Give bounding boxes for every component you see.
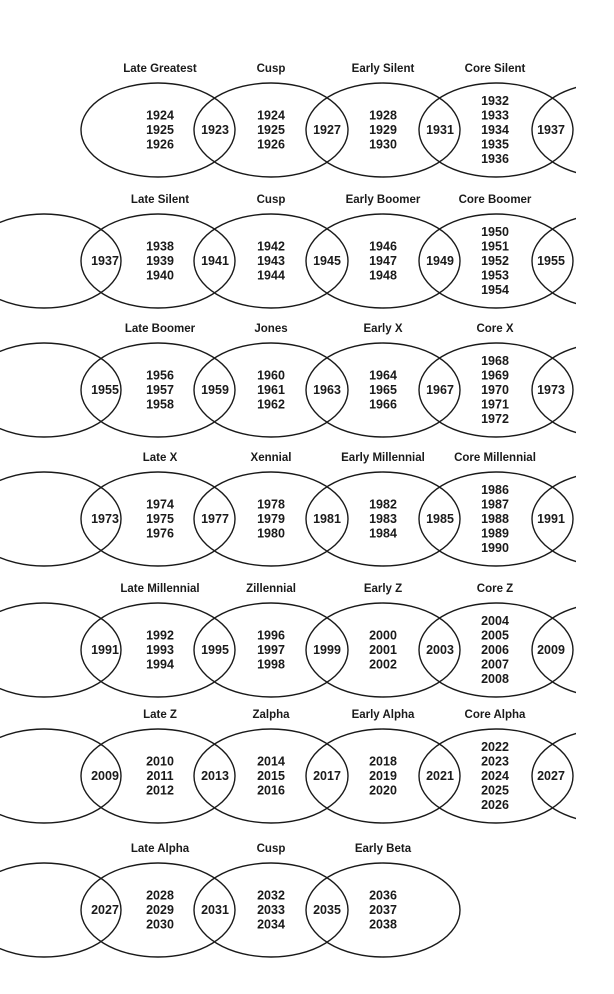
birth-year: 1978 xyxy=(257,497,285,512)
birth-year: 1982 xyxy=(369,497,397,512)
generation-title: Zalpha xyxy=(252,709,290,721)
generation-title: Late X xyxy=(142,452,178,464)
cusp-boundary-year: 1959 xyxy=(201,383,229,397)
birth-year: 1992 xyxy=(146,628,174,643)
birth-year: 2034 xyxy=(257,917,285,932)
cusp-boundary-year: 1967 xyxy=(426,383,454,397)
birth-year: 1960 xyxy=(257,368,285,383)
cusp-boundary-year: 1977 xyxy=(201,512,229,526)
birth-year: 1962 xyxy=(257,397,285,412)
birth-year: 1944 xyxy=(257,268,285,283)
birth-year: 1947 xyxy=(369,254,397,268)
cusp-boundary-year: 1985 xyxy=(426,512,454,526)
birth-year: 2014 xyxy=(257,754,285,769)
cusp-boundary-year: 1963 xyxy=(313,383,341,397)
birth-year: 1953 xyxy=(481,268,509,283)
birth-year: 2010 xyxy=(146,754,174,769)
birth-year: 2018 xyxy=(369,754,397,769)
generation-title: Late Silent xyxy=(130,194,190,206)
birth-year: 1925 xyxy=(257,123,285,137)
birth-year: 1924 xyxy=(146,108,174,123)
birth-year: 1994 xyxy=(146,657,174,672)
birth-year: 1948 xyxy=(369,268,397,283)
generation-title: Cusp xyxy=(256,194,286,206)
cusp-boundary-year: 2035 xyxy=(313,903,341,917)
birth-year: 2038 xyxy=(369,917,397,932)
cusp-boundary-year: 1945 xyxy=(313,254,341,268)
generation-title: Late Z xyxy=(143,709,177,721)
birth-year: 2033 xyxy=(257,903,285,917)
cusp-boundary-year: 1973 xyxy=(537,383,565,397)
birth-year: 1958 xyxy=(146,397,174,412)
cusp-boundary-year: 1949 xyxy=(426,254,454,268)
birth-year: 1987 xyxy=(481,497,509,512)
cusp-boundary-year: 2017 xyxy=(313,769,341,783)
cusp-boundary-year: 1955 xyxy=(537,254,565,268)
birth-year: 2001 xyxy=(369,643,397,657)
generation-title: Early Millennial xyxy=(341,452,425,464)
birth-year: 1976 xyxy=(146,526,174,541)
birth-year: 1966 xyxy=(369,397,397,412)
birth-year: 1954 xyxy=(481,283,509,297)
birth-year: 2019 xyxy=(369,769,397,783)
birth-year: 2016 xyxy=(257,783,285,798)
birth-year: 1956 xyxy=(146,368,174,383)
generation-title: Early Boomer xyxy=(345,194,421,206)
cusp-boundary-year: 2009 xyxy=(91,769,119,783)
birth-year: 1961 xyxy=(257,383,285,397)
generation-title: Zillennial xyxy=(246,583,296,595)
birth-year: 2011 xyxy=(146,769,174,783)
birth-year: 1970 xyxy=(481,383,509,397)
birth-year: 1950 xyxy=(481,225,509,239)
cusp-boundary-year: 1999 xyxy=(313,643,341,657)
birth-year: 1974 xyxy=(146,497,174,512)
birth-year: 1933 xyxy=(481,108,509,123)
birth-year: 1930 xyxy=(369,137,397,152)
birth-year: 2020 xyxy=(369,783,397,798)
generation-title: Late Alpha xyxy=(130,843,190,855)
cusp-boundary-year: 1923 xyxy=(201,123,229,137)
birth-year: 2005 xyxy=(481,628,509,643)
generation-title: Jones xyxy=(254,323,288,335)
generation-title: Core Alpha xyxy=(464,709,526,721)
birth-year: 1935 xyxy=(481,137,509,152)
cusp-boundary-year: 1937 xyxy=(91,254,119,268)
birth-year: 1997 xyxy=(257,643,285,657)
label-layer xyxy=(91,63,565,932)
cusp-boundary-year: 1991 xyxy=(91,643,119,657)
generation-title: Core Z xyxy=(476,583,514,595)
birth-year: 2024 xyxy=(481,769,509,783)
birth-year: 1965 xyxy=(369,383,397,397)
birth-year: 1980 xyxy=(257,526,285,541)
cusp-boundary-year: 1955 xyxy=(91,383,119,397)
birth-year: 2002 xyxy=(369,657,397,672)
birth-year: 1926 xyxy=(146,137,174,152)
birth-year: 1926 xyxy=(257,137,285,152)
birth-year: 1929 xyxy=(369,123,397,137)
birth-year: 1996 xyxy=(257,628,285,643)
birth-year: 2022 xyxy=(481,740,509,754)
birth-year: 1979 xyxy=(257,512,285,526)
birth-year: 2023 xyxy=(481,754,509,769)
cusp-boundary-year: 1937 xyxy=(537,123,565,137)
birth-year: 2006 xyxy=(481,643,509,657)
birth-year: 1983 xyxy=(369,512,397,526)
birth-year: 1934 xyxy=(481,123,509,137)
birth-year: 2004 xyxy=(481,614,509,628)
birth-year: 1938 xyxy=(146,239,174,254)
cusp-boundary-year: 1927 xyxy=(313,123,341,137)
generation-title: Core Millennial xyxy=(454,452,536,464)
generation-title: Core Silent xyxy=(464,63,526,75)
birth-year: 1998 xyxy=(257,657,285,672)
birth-year: 1936 xyxy=(481,152,509,166)
generation-title: Early X xyxy=(363,323,403,335)
birth-year: 2030 xyxy=(146,917,174,932)
birth-year: 1942 xyxy=(257,239,285,254)
birth-year: 2032 xyxy=(257,888,285,903)
birth-year: 1971 xyxy=(481,397,509,412)
birth-year: 1946 xyxy=(369,239,397,254)
birth-year: 1939 xyxy=(146,254,174,268)
generation-title: Late Greatest xyxy=(123,63,197,75)
cusp-boundary-year: 2003 xyxy=(426,643,454,657)
birth-year: 2029 xyxy=(146,903,174,917)
generation-title: Early Z xyxy=(363,583,403,595)
generation-title: Early Beta xyxy=(354,843,412,855)
generation-title: Cusp xyxy=(256,63,286,75)
birth-year: 2015 xyxy=(257,769,285,783)
birth-year: 1928 xyxy=(369,108,397,123)
birth-year: 1940 xyxy=(146,268,174,283)
birth-year: 1989 xyxy=(481,526,509,541)
cusp-boundary-year: 1931 xyxy=(426,123,454,137)
cusp-boundary-year: 2027 xyxy=(91,903,119,917)
birth-year: 1984 xyxy=(369,526,397,541)
birth-year: 1969 xyxy=(481,368,509,383)
birth-year: 2012 xyxy=(146,783,174,798)
birth-year: 1943 xyxy=(257,254,285,268)
cusp-boundary-year: 1981 xyxy=(313,512,341,526)
birth-year: 1993 xyxy=(146,643,174,657)
birth-year: 1957 xyxy=(146,383,174,397)
birth-year: 1951 xyxy=(481,239,509,254)
generation-title: Late Boomer xyxy=(124,323,196,335)
generation-title: Late Millennial xyxy=(120,583,200,595)
birth-year: 1990 xyxy=(481,541,509,555)
birth-year: 1952 xyxy=(481,254,509,268)
cusp-boundary-year: 2031 xyxy=(201,903,229,917)
birth-year: 1988 xyxy=(481,512,509,526)
birth-year: 1968 xyxy=(481,354,509,368)
birth-year: 2000 xyxy=(369,628,397,643)
birth-year: 1924 xyxy=(257,108,285,123)
cusp-boundary-year: 2027 xyxy=(537,769,565,783)
birth-year: 1964 xyxy=(369,368,397,383)
generation-title: Cusp xyxy=(256,843,286,855)
generation-title: Core X xyxy=(476,323,514,335)
birth-year: 2008 xyxy=(481,672,509,686)
birth-year: 1972 xyxy=(481,412,509,426)
birth-year: 1975 xyxy=(146,512,174,526)
birth-year: 1986 xyxy=(481,483,509,497)
birth-year: 1932 xyxy=(481,94,509,108)
generation-title: Early Alpha xyxy=(351,709,415,721)
birth-year: 2028 xyxy=(146,888,174,903)
birth-year: 2036 xyxy=(369,888,397,903)
generation-title: Xennial xyxy=(250,452,292,464)
cusp-boundary-year: 1973 xyxy=(91,512,119,526)
generation-title: Core Boomer xyxy=(458,194,532,206)
cusp-boundary-year: 1991 xyxy=(537,512,565,526)
birth-year: 2037 xyxy=(369,903,397,917)
generation-title: Early Silent xyxy=(351,63,415,75)
cusp-boundary-year: 2021 xyxy=(426,769,454,783)
birth-year: 2025 xyxy=(481,783,509,798)
cusp-boundary-year: 1995 xyxy=(201,643,229,657)
cusp-boundary-year: 2009 xyxy=(537,643,565,657)
cusp-boundary-year: 1941 xyxy=(201,254,229,268)
birth-year: 2026 xyxy=(481,798,509,812)
birth-year: 1925 xyxy=(146,123,174,137)
birth-year: 2007 xyxy=(481,657,509,672)
cusp-boundary-year: 2013 xyxy=(201,769,229,783)
